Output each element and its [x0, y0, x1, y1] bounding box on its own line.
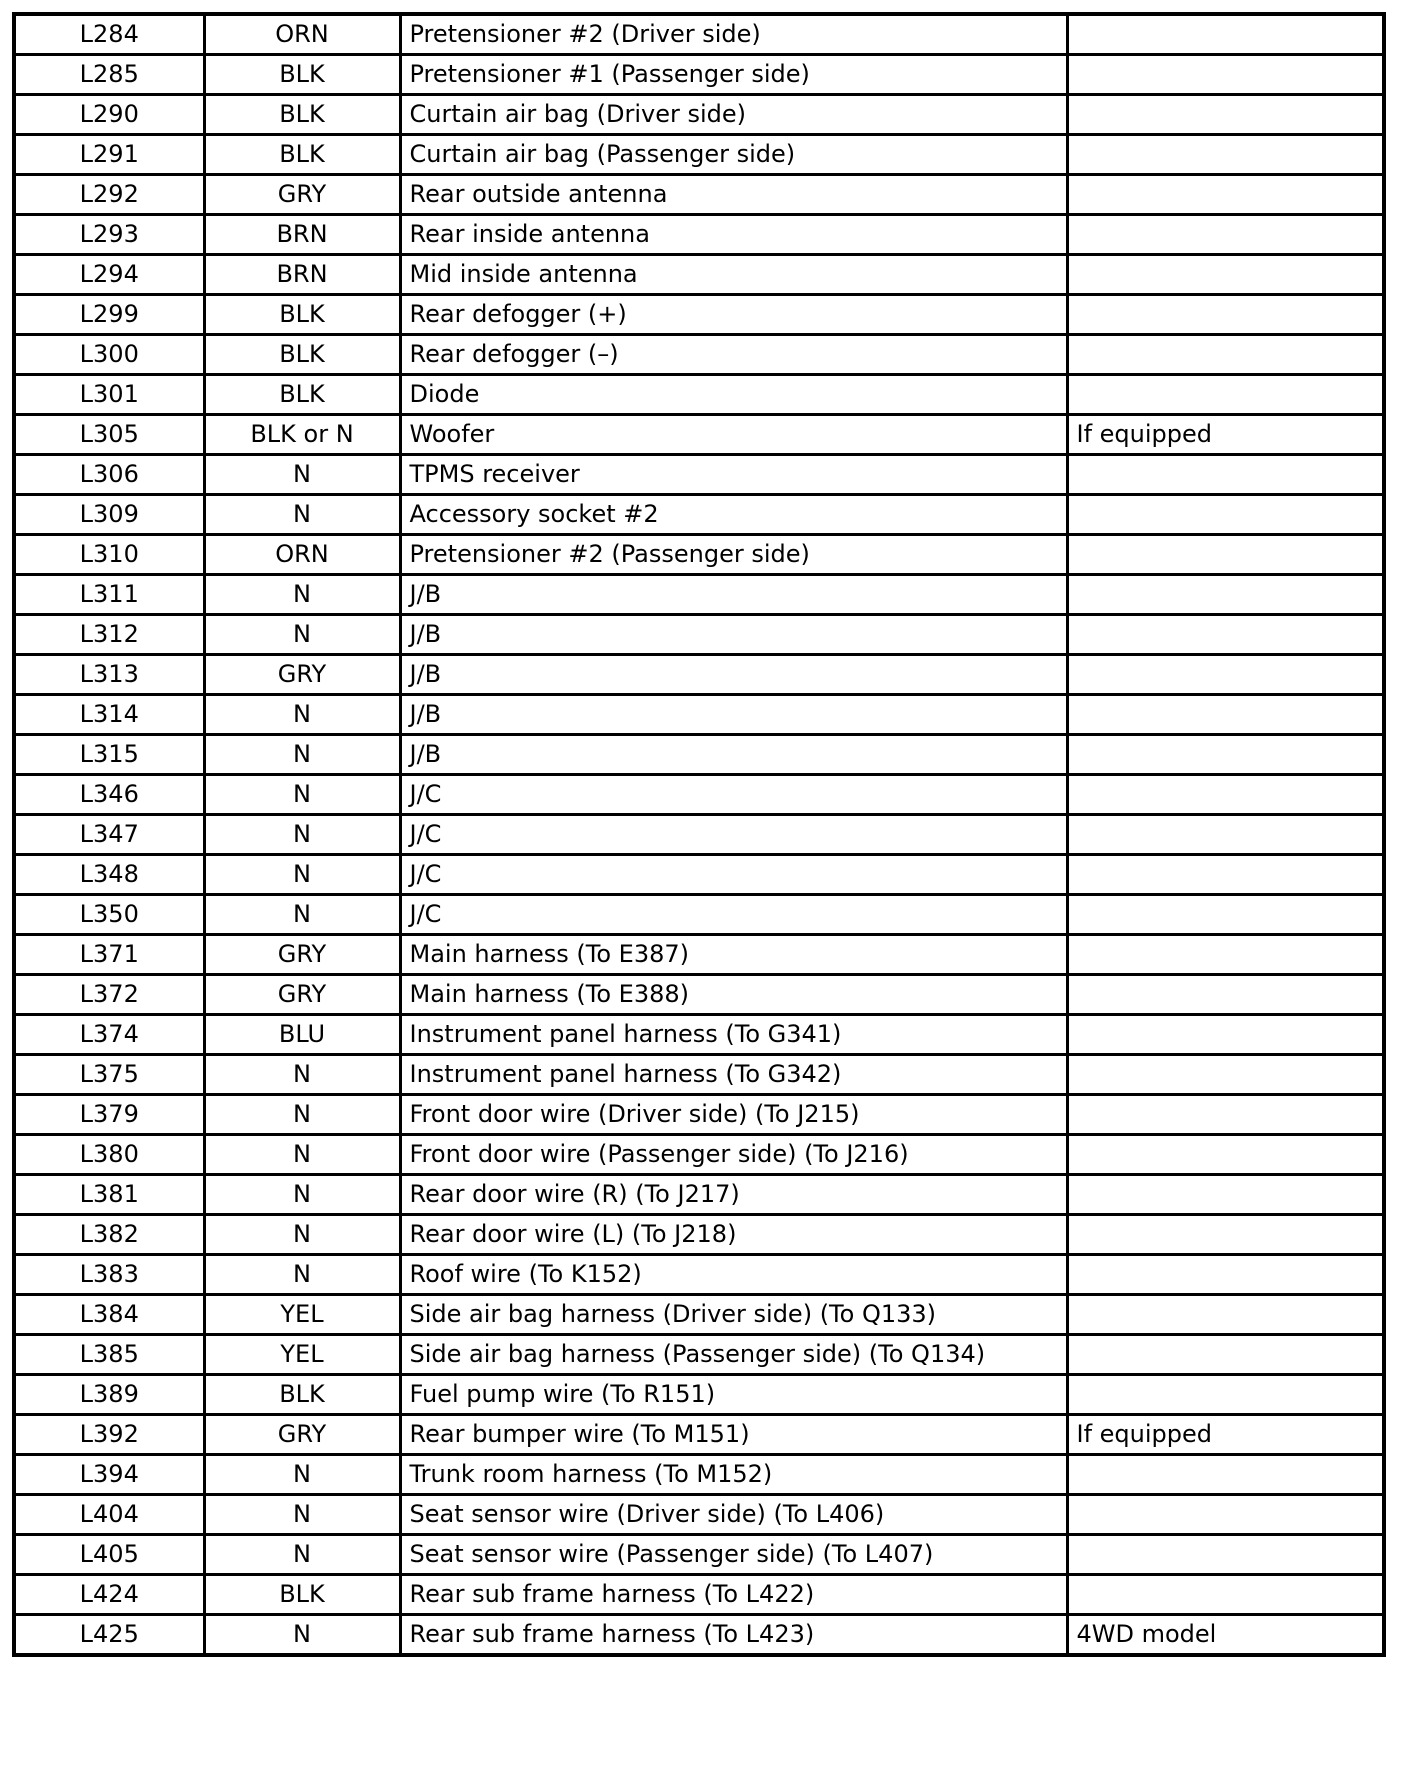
connector-note-cell: [1067, 775, 1384, 815]
connector-code-cell: L312: [14, 615, 204, 655]
connector-note-cell: [1067, 1375, 1384, 1415]
connector-code-cell: L348: [14, 855, 204, 895]
connector-note-cell: [1067, 1175, 1384, 1215]
connector-description-cell: Pretensioner #1 (Passenger side): [400, 55, 1067, 95]
wire-color-cell: BLK or N: [204, 415, 400, 455]
table-row: [14, 975, 1384, 1015]
table-row: [14, 135, 1384, 175]
connector-code-cell: L381: [14, 1175, 204, 1215]
table-row: [14, 575, 1384, 615]
wire-color-cell: ORN: [204, 14, 400, 55]
table-row: [14, 55, 1384, 95]
connector-note-cell: [1067, 535, 1384, 575]
connector-description-cell: J/B: [400, 735, 1067, 775]
connector-description-cell: Main harness (To E387): [400, 935, 1067, 975]
wire-color-cell: ORN: [204, 535, 400, 575]
connector-description-cell: Trunk room harness (To M152): [400, 1455, 1067, 1495]
connector-description-cell: Accessory socket #2: [400, 495, 1067, 535]
wire-color-cell: N: [204, 1615, 400, 1656]
connector-code-cell: L315: [14, 735, 204, 775]
connector-note-cell: [1067, 735, 1384, 775]
wire-color-cell: N: [204, 1175, 400, 1215]
table-row: [14, 1455, 1384, 1495]
connector-code-cell: L314: [14, 695, 204, 735]
connector-description-cell: TPMS receiver: [400, 455, 1067, 495]
connector-description-cell: J/B: [400, 695, 1067, 735]
connector-code-cell: L284: [14, 14, 204, 55]
connector-note-cell: If equipped: [1067, 1415, 1384, 1455]
table-row: [14, 695, 1384, 735]
connector-note-cell: [1067, 695, 1384, 735]
connector-code-cell: L394: [14, 1455, 204, 1495]
connector-note-cell: [1067, 895, 1384, 935]
table-row: [14, 815, 1384, 855]
table-row: [14, 1135, 1384, 1175]
connector-code-cell: L350: [14, 895, 204, 935]
connector-description-cell: Curtain air bag (Passenger side): [400, 135, 1067, 175]
table-row: [14, 1015, 1384, 1055]
connector-description-cell: Rear defogger (+): [400, 295, 1067, 335]
connector-code-cell: L309: [14, 495, 204, 535]
wire-color-cell: BRN: [204, 215, 400, 255]
table-row: [14, 855, 1384, 895]
wire-color-cell: GRY: [204, 1415, 400, 1455]
table-row: [14, 935, 1384, 975]
wire-color-cell: N: [204, 1095, 400, 1135]
connector-code-cell: L306: [14, 455, 204, 495]
connector-note-cell: [1067, 215, 1384, 255]
connector-note-cell: [1067, 615, 1384, 655]
connector-description-cell: Roof wire (To K152): [400, 1255, 1067, 1295]
connector-table-wrapper: [12, 12, 1386, 1657]
connector-note-cell: [1067, 575, 1384, 615]
wire-color-cell: BLK: [204, 1375, 400, 1415]
connector-code-cell: L425: [14, 1615, 204, 1656]
table-row: [14, 535, 1384, 575]
connector-description-cell: Rear outside antenna: [400, 175, 1067, 215]
connector-note-cell: [1067, 375, 1384, 415]
connector-note-cell: [1067, 815, 1384, 855]
table-row: [14, 95, 1384, 135]
table-row: [14, 1415, 1384, 1455]
table-row: [14, 1615, 1384, 1656]
table-row: [14, 775, 1384, 815]
connector-code-cell: L383: [14, 1255, 204, 1295]
wire-color-cell: BLK: [204, 335, 400, 375]
connector-code-cell: L404: [14, 1495, 204, 1535]
connector-code-cell: L382: [14, 1215, 204, 1255]
connector-description-cell: Side air bag harness (Driver side) (To Q133): [400, 1295, 1067, 1335]
wire-color-cell: N: [204, 855, 400, 895]
connector-description-cell: Rear defogger (–): [400, 335, 1067, 375]
connector-note-cell: [1067, 455, 1384, 495]
connector-code-cell: L389: [14, 1375, 204, 1415]
connector-note-cell: [1067, 1255, 1384, 1295]
connector-description-cell: Curtain air bag (Driver side): [400, 95, 1067, 135]
connector-description-cell: Front door wire (Passenger side) (To J216): [400, 1135, 1067, 1175]
connector-description-cell: Side air bag harness (Passenger side) (To Q134): [400, 1335, 1067, 1375]
connector-code-cell: L285: [14, 55, 204, 95]
connector-description-cell: Rear door wire (L) (To J218): [400, 1215, 1067, 1255]
wire-color-cell: GRY: [204, 975, 400, 1015]
connector-description-cell: Front door wire (Driver side) (To J215): [400, 1095, 1067, 1135]
table-row: [14, 1095, 1384, 1135]
connector-description-cell: Mid inside antenna: [400, 255, 1067, 295]
connector-description-cell: Fuel pump wire (To R151): [400, 1375, 1067, 1415]
connector-code-cell: L392: [14, 1415, 204, 1455]
connector-code-cell: L291: [14, 135, 204, 175]
connector-note-cell: If equipped: [1067, 415, 1384, 455]
wire-color-cell: N: [204, 1255, 400, 1295]
connector-description-cell: Instrument panel harness (To G341): [400, 1015, 1067, 1055]
connector-note-cell: [1067, 1295, 1384, 1335]
connector-description-cell: Rear door wire (R) (To J217): [400, 1175, 1067, 1215]
connector-note-cell: [1067, 55, 1384, 95]
connector-note-cell: [1067, 295, 1384, 335]
wire-color-cell: N: [204, 455, 400, 495]
connector-description-cell: Rear inside antenna: [400, 215, 1067, 255]
connector-note-cell: [1067, 1455, 1384, 1495]
connector-description-cell: Pretensioner #2 (Driver side): [400, 14, 1067, 55]
connector-code-cell: L379: [14, 1095, 204, 1135]
connector-code-cell: L294: [14, 255, 204, 295]
connector-description-cell: Rear sub frame harness (To L423): [400, 1615, 1067, 1656]
connector-note-cell: [1067, 1535, 1384, 1575]
connector-description-cell: J/C: [400, 775, 1067, 815]
table-row: [14, 1375, 1384, 1415]
connector-note-cell: [1067, 935, 1384, 975]
wire-color-cell: BLK: [204, 95, 400, 135]
table-row: [14, 375, 1384, 415]
connector-description-cell: Seat sensor wire (Passenger side) (To L407): [400, 1535, 1067, 1575]
wire-color-cell: N: [204, 495, 400, 535]
wire-color-cell: BLU: [204, 1015, 400, 1055]
table-row: [14, 1575, 1384, 1615]
wire-color-cell: YEL: [204, 1335, 400, 1375]
connector-note-cell: [1067, 975, 1384, 1015]
connector-note-cell: [1067, 1015, 1384, 1055]
connector-description-cell: J/B: [400, 575, 1067, 615]
table-row: [14, 455, 1384, 495]
connector-code-cell: L310: [14, 535, 204, 575]
connector-note-cell: [1067, 335, 1384, 375]
table-row: [14, 615, 1384, 655]
connector-note-cell: [1067, 135, 1384, 175]
connector-note-cell: [1067, 175, 1384, 215]
wire-color-cell: N: [204, 775, 400, 815]
connector-code-cell: L290: [14, 95, 204, 135]
wire-color-cell: N: [204, 815, 400, 855]
connector-note-cell: [1067, 1215, 1384, 1255]
connector-code-cell: L293: [14, 215, 204, 255]
table-row: [14, 1055, 1384, 1095]
wire-color-cell: N: [204, 1495, 400, 1535]
connector-description-cell: Diode: [400, 375, 1067, 415]
table-row: [14, 735, 1384, 775]
wire-color-cell: BRN: [204, 255, 400, 295]
table-row: [14, 1255, 1384, 1295]
wire-color-cell: N: [204, 1455, 400, 1495]
connector-code-cell: L311: [14, 575, 204, 615]
connector-code-cell: L347: [14, 815, 204, 855]
wire-color-cell: BLK: [204, 295, 400, 335]
connector-note-cell: 4WD model: [1067, 1615, 1384, 1656]
table-row: [14, 255, 1384, 295]
connector-code-cell: L313: [14, 655, 204, 695]
table-row: [14, 495, 1384, 535]
wire-color-cell: N: [204, 895, 400, 935]
wire-color-cell: GRY: [204, 935, 400, 975]
connector-description-cell: J/C: [400, 855, 1067, 895]
connector-code-cell: L301: [14, 375, 204, 415]
connector-code-cell: L424: [14, 1575, 204, 1615]
connector-description-cell: Pretensioner #2 (Passenger side): [400, 535, 1067, 575]
connector-note-cell: [1067, 95, 1384, 135]
wire-color-cell: BLK: [204, 135, 400, 175]
wire-color-cell: N: [204, 1215, 400, 1255]
connector-description-cell: Seat sensor wire (Driver side) (To L406): [400, 1495, 1067, 1535]
connector-description-cell: J/C: [400, 895, 1067, 935]
connector-description-cell: Rear bumper wire (To M151): [400, 1415, 1067, 1455]
connector-code-cell: L372: [14, 975, 204, 1015]
table-row: [14, 1175, 1384, 1215]
table-row: [14, 1335, 1384, 1375]
connector-table: [12, 12, 1386, 1657]
table-row: [14, 1495, 1384, 1535]
connector-description-cell: J/B: [400, 655, 1067, 695]
connector-code-cell: L292: [14, 175, 204, 215]
wire-color-cell: N: [204, 615, 400, 655]
table-row: [14, 895, 1384, 935]
connector-code-cell: L374: [14, 1015, 204, 1055]
table-row: [14, 1215, 1384, 1255]
connector-note-cell: [1067, 1135, 1384, 1175]
connector-code-cell: L300: [14, 335, 204, 375]
connector-note-cell: [1067, 855, 1384, 895]
wire-color-cell: N: [204, 1135, 400, 1175]
connector-code-cell: L380: [14, 1135, 204, 1175]
wire-color-cell: GRY: [204, 655, 400, 695]
wire-color-cell: N: [204, 1535, 400, 1575]
table-row: [14, 655, 1384, 695]
connector-note-cell: [1067, 1095, 1384, 1135]
table-row: [14, 14, 1384, 55]
table-row: [14, 175, 1384, 215]
connector-description-cell: Rear sub frame harness (To L422): [400, 1575, 1067, 1615]
connector-code-cell: L385: [14, 1335, 204, 1375]
table-row: [14, 335, 1384, 375]
connector-note-cell: [1067, 1495, 1384, 1535]
connector-note-cell: [1067, 495, 1384, 535]
wire-color-cell: N: [204, 735, 400, 775]
wire-color-cell: BLK: [204, 375, 400, 415]
wire-color-cell: BLK: [204, 1575, 400, 1615]
connector-code-cell: L384: [14, 1295, 204, 1335]
connector-description-cell: Main harness (To E388): [400, 975, 1067, 1015]
connector-code-cell: L375: [14, 1055, 204, 1095]
connector-code-cell: L371: [14, 935, 204, 975]
table-row: [14, 1535, 1384, 1575]
connector-note-cell: [1067, 655, 1384, 695]
table-row: [14, 215, 1384, 255]
wire-color-cell: N: [204, 1055, 400, 1095]
connector-code-cell: L299: [14, 295, 204, 335]
wire-color-cell: BLK: [204, 55, 400, 95]
table-row: [14, 415, 1384, 455]
wire-color-cell: YEL: [204, 1295, 400, 1335]
wire-color-cell: N: [204, 575, 400, 615]
connector-description-cell: J/C: [400, 815, 1067, 855]
connector-code-cell: L346: [14, 775, 204, 815]
connector-note-cell: [1067, 1055, 1384, 1095]
connector-note-cell: [1067, 14, 1384, 55]
connector-code-cell: L305: [14, 415, 204, 455]
connector-description-cell: J/B: [400, 615, 1067, 655]
connector-code-cell: L405: [14, 1535, 204, 1575]
wire-color-cell: GRY: [204, 175, 400, 215]
connector-table-body: [14, 14, 1384, 1655]
connector-note-cell: [1067, 1575, 1384, 1615]
table-row: [14, 1295, 1384, 1335]
connector-description-cell: Instrument panel harness (To G342): [400, 1055, 1067, 1095]
wire-color-cell: N: [204, 695, 400, 735]
connector-note-cell: [1067, 1335, 1384, 1375]
table-row: [14, 295, 1384, 335]
connector-description-cell: Woofer: [400, 415, 1067, 455]
connector-note-cell: [1067, 255, 1384, 295]
